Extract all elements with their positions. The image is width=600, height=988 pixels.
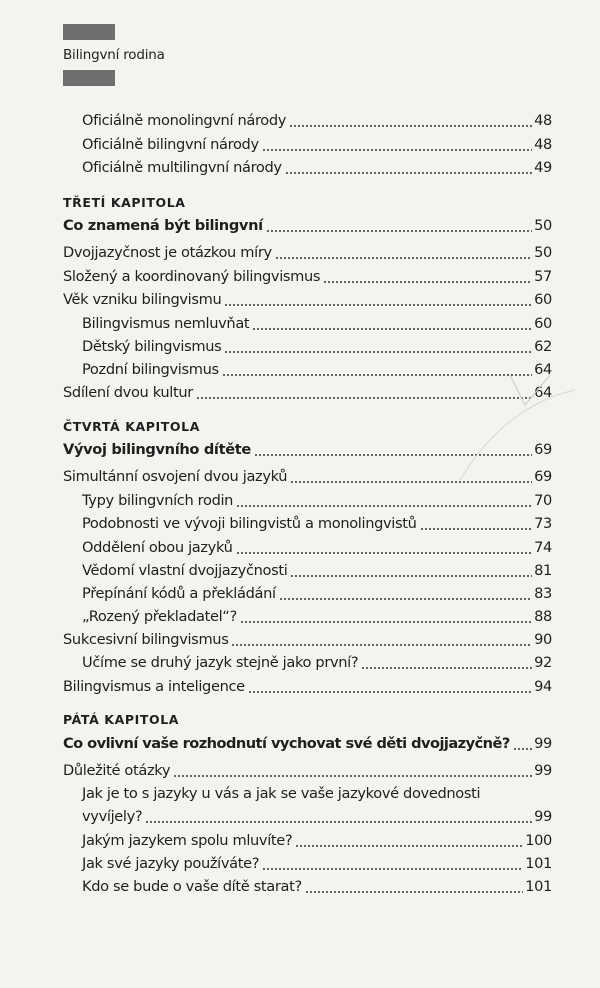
toc-entry: vyvíjely? 99 xyxy=(82,808,552,825)
toc-entry: Věk vzniku bilingvismu 60 xyxy=(63,291,552,308)
toc-entry: Podobnosti ve vývoji bilingvistů a monolingvistů 73 xyxy=(82,515,552,532)
toc-entry: Dětský bilingvismus 62 xyxy=(82,338,552,355)
toc-entry: „Rozený překladatel“? 88 xyxy=(82,608,552,625)
chapter-heading: Co znamená být bilingvní 50 xyxy=(63,217,552,234)
toc-entry: Simultánní osvojení dvou jazyků 69 xyxy=(63,468,552,485)
toc-entry: Přepínání kódů a překládání 83 xyxy=(82,585,552,602)
toc-entry: Kdo se bude o vaše dítě starat? 101 xyxy=(82,878,552,895)
toc-entry: Jak své jazyky používáte? 101 xyxy=(82,855,552,872)
chapter-heading: Vývoj bilingvního dítěte 69 xyxy=(63,441,552,458)
toc-entry: Dvojjazyčnost je otázkou míry 50 xyxy=(63,244,552,261)
header-decoration-top xyxy=(63,24,115,40)
toc-entry: Typy bilingvních rodin 70 xyxy=(82,492,552,509)
chapter-label: PÁTÁ KAPITOLA xyxy=(63,712,180,727)
toc-entry: Složený a koordinovaný bilingvismus 57 xyxy=(63,268,552,285)
toc-entry: Bilingvismus a inteligence 94 xyxy=(63,678,552,695)
toc-entry: Oficiálně monolingvní národy 48 xyxy=(82,112,552,129)
toc-entry-continued: Jak je to s jazyky u vás a jak se vaše jazykové dovednosti xyxy=(82,785,481,802)
toc-entry: Pozdní bilingvismus 64 xyxy=(82,361,552,378)
toc-entry: Jakým jazykem spolu mluvíte? 100 xyxy=(82,832,552,849)
running-header: Bilingvní rodina xyxy=(63,47,165,63)
toc-entry: Oficiálně multilingvní národy 49 xyxy=(82,159,552,176)
chapter-heading: Co ovlivní vaše rozhodnutí vychovat své děti dvojjazyčně? 99 xyxy=(63,735,552,752)
toc-entry: Učíme se druhý jazyk stejně jako první? 92 xyxy=(82,654,552,671)
toc-entry: Oddělení obou jazyků 74 xyxy=(82,539,552,556)
toc-entry: Bilingvismus nemluvňat 60 xyxy=(82,315,552,332)
toc-entry: Vědomí vlastní dvojjazyčnosti 81 xyxy=(82,562,552,579)
toc-entry: Sdílení dvou kultur 64 xyxy=(63,384,552,401)
toc-entry: Důležité otázky 99 xyxy=(63,762,552,779)
toc-entry: Oficiálně bilingvní národy 48 xyxy=(82,136,552,153)
toc-entry: Sukcesivní bilingvismus 90 xyxy=(63,631,552,648)
chapter-label: TŘETÍ KAPITOLA xyxy=(63,195,186,210)
chapter-label: ČTVRTÁ KAPITOLA xyxy=(63,419,200,434)
header-decoration-bottom xyxy=(63,70,115,86)
